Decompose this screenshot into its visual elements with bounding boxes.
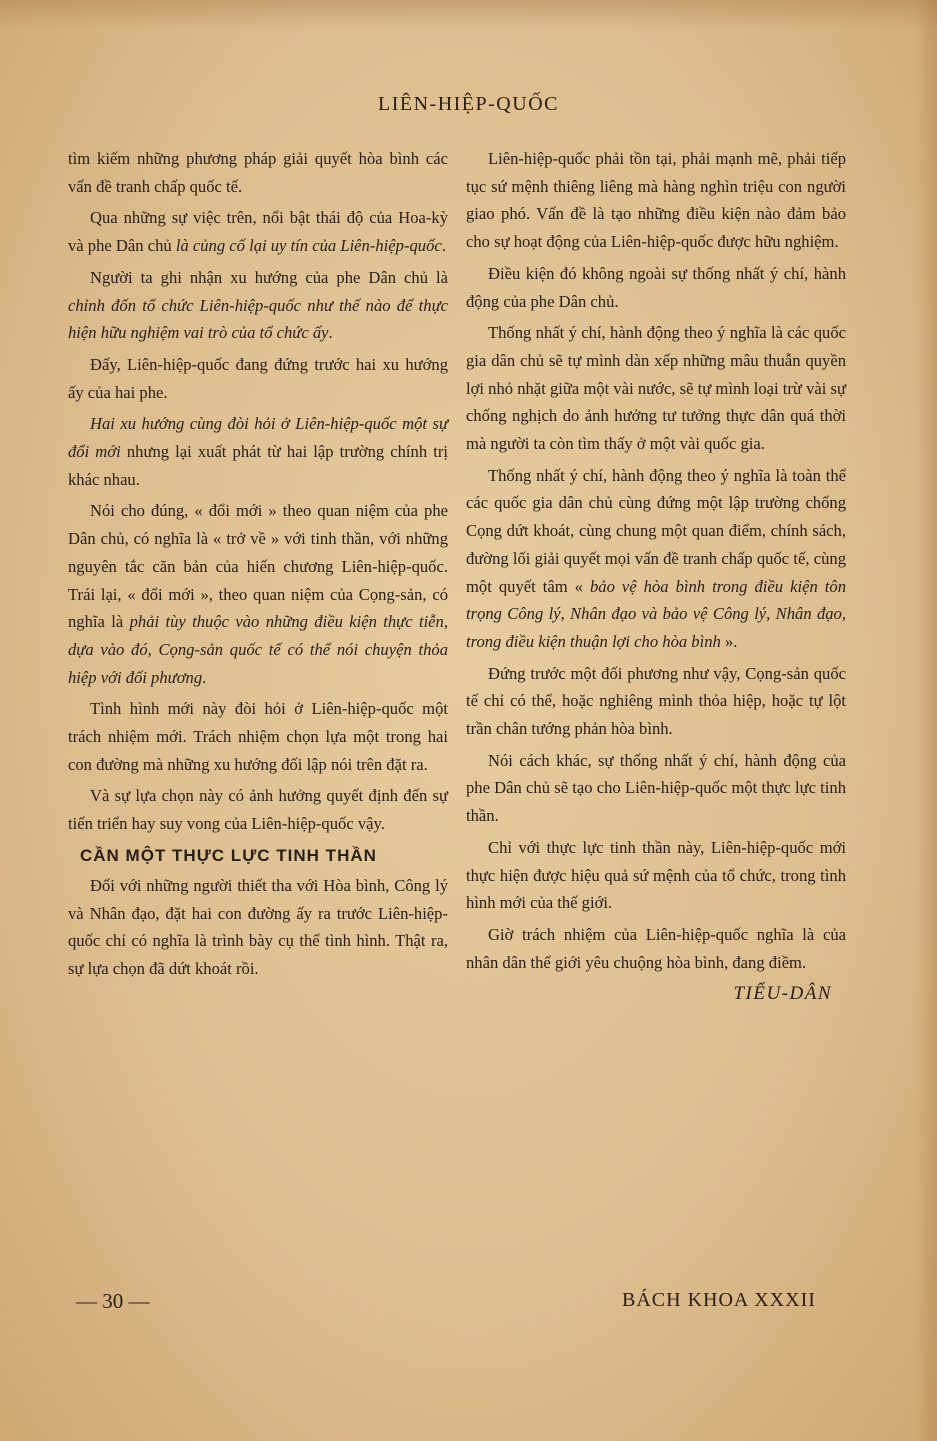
paragraph: Đứng trước một đối phương như vậy, Cọng-sản quốc tế chỉ có thể, hoặc nghiêng mình thỏa hiệp, hoặc tự lột trần chân tướng phản hòa bình. — [466, 663, 846, 739]
page-edge-shadow-right — [915, 0, 937, 1441]
paragraph: tìm kiếm những phương pháp giải quyết hòa bình các vấn đề tranh chấp quốc tế. — [68, 149, 448, 196]
page-number: — 30 — — [76, 1289, 150, 1313]
paragraph: Nói cho đúng, « đổi mới » theo quan niệm của phe Dân chủ, có nghĩa là « trở về » với tinh thần, với những nguyên tắc căn bản của hiến chương Liên-hiệp-quốc. Trái lại, « đổi mới », theo quan niệm của Cọng-sản, có nghĩa là phải tùy thuộc vào những điều kiện thực tiễn, dựa vào đó, Cọng-sản quốc tế có thể nói chuyện thỏa hiệp với đối phương. — [68, 501, 448, 687]
paragraph: Đối với những người thiết tha với Hòa bình, Công lý và Nhân đạo, đặt hai con đường ấy ra trước Liên-hiệp-quốc chỉ có nghĩa là trình bày cụ thể tình hình. Thật ra, sự lựa chọn đã dứt khoát rồi. — [68, 875, 448, 978]
paragraph: Đấy, Liên-hiệp-quốc đang đứng trước hai xu hướng ấy của hai phe. — [68, 354, 448, 402]
running-title: LIÊN-HIỆP-QUỐC — [378, 93, 559, 115]
author-signature: TIỂU-DÂN — [733, 983, 832, 1005]
paragraph: Qua những sự việc trên, nổi bật thái độ của Hoa-kỳ và phe Dân chủ là củng cố lại uy tín của Liên-hiệp-quốc. — [68, 208, 448, 256]
paragraph: Người ta ghi nhận xu hướng của phe Dân chủ là chỉnh đốn tổ chức Liên-hiệp-quốc như thế nào để thực hiện hữu nghiệm vai trò của tổ chức ấy. — [68, 267, 448, 343]
paragraph: Liên-hiệp-quốc phải tồn tại, phải mạnh mẽ, phải tiếp tục sứ mệnh thiêng liêng mà hàng nghìn triệu con người giao phó. Vấn đề là tạo những điều kiện nào đảm bảo cho sự hoạt động của Liên-hiệp-quốc được hữu nghiệm. — [466, 149, 846, 252]
paragraph: Thống nhất ý chí, hành động theo ý nghĩa là các quốc gia dân chủ sẽ tự mình dàn xếp những mâu thuẫn quyền lợi nhỏ nhặt giữa một vài nước, sẽ tự mình loại trừ vài sự chống nghịch do ảnh hưởng tư tưởng thực dân quá thời mà người ta còn tìm thấy ở một vài quốc gia. — [466, 323, 846, 454]
paragraph: Tình hình mới này đòi hỏi ở Liên-hiệp-quốc một trách nhiệm mới. Trách nhiệm chọn lựa một trong hai con đường mà những xu hướng đối lập nói trên đặt ra. — [68, 699, 448, 774]
paragraph: Nói cách khác, sự thống nhất ý chí, hành động của phe Dân chủ sẽ tạo cho Liên-hiệp-quốc một thực lực tinh thần. — [466, 750, 846, 826]
page-edge-shadow-top — [0, 0, 937, 30]
paragraph: Và sự lựa chọn này có ảnh hưởng quyết định đến sự tiến triển hay suy vong của Liên-hiệp-quốc vậy. — [68, 786, 448, 834]
right-column — [466, 145, 846, 1008]
paragraph: Thống nhất ý chí, hành động theo ý nghĩa là toàn thể các quốc gia dân chủ cùng đứng một lập trường chống Cọng dứt khoát, cùng chung một quan điểm, chính sách, đường lối giải quyết mọi vấn đề tranh chấp quốc tế, cùng một quyết tâm « bảo vệ hòa bình trong điều kiện tôn trọng Công lý, Nhân đạo và bảo vệ Công lý, Nhân đạo, trong điều kiện thuận lợi cho hòa bình ». — [466, 465, 846, 651]
publication-name: BÁCH KHOA XXXII — [622, 1289, 816, 1311]
paragraph: Điều kiện đó không ngoài sự thống nhất ý chí, hành động của phe Dân chủ. — [466, 263, 846, 311]
paragraph: Hai xu hướng cùng đòi hỏi ở Liên-hiệp-quốc một sự đổi mới nhưng lại xuất phát từ hai lập trường chính trị khác nhau. — [68, 414, 448, 489]
paragraph: Chỉ với thực lực tinh thần này, Liên-hiệp-quốc mới thực hiện được hiệu quả sứ mệnh của tổ chức, trong tình hình mới của thế giới. — [466, 837, 846, 913]
paragraph: Giờ trách nhiệm của Liên-hiệp-quốc nghĩa là của nhân dân thế giới yêu chuộng hòa bình, đang điềm. — [466, 924, 846, 972]
section-heading: CẦN MỘT THỰC LỰC TINH THẦN — [80, 845, 377, 865]
left-column — [68, 145, 448, 987]
